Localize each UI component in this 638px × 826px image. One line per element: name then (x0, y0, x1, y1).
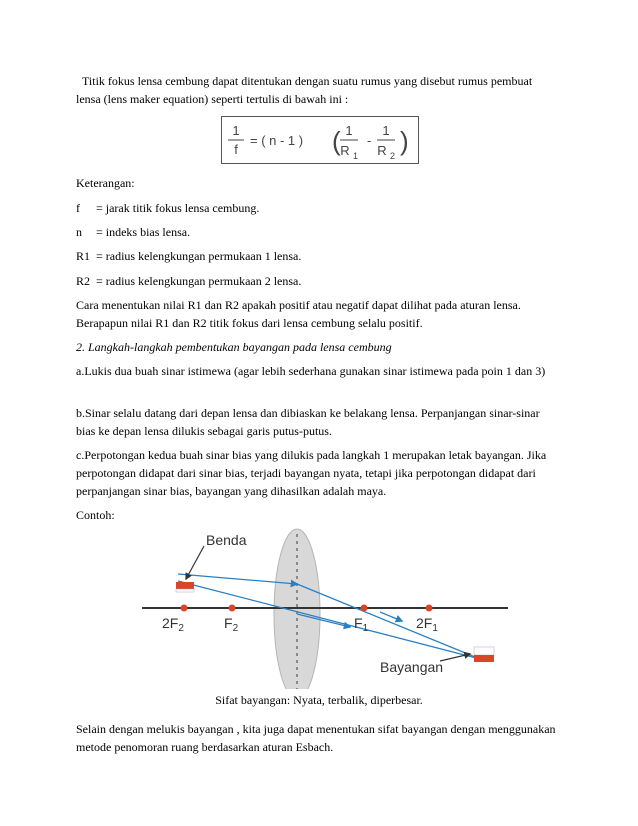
definition-row (76, 199, 556, 217)
formula-lhs-numerator: 1 (232, 123, 240, 138)
formula-minus: - (367, 133, 372, 148)
label-f1: $F_1$ (354, 615, 369, 634)
step-b: b.Sinar selalu datang dari depan lensa dan dibiaskan ke belakang lensa. Perpanjangan sinar-sinar bias ke depan lensa dilukis sebagai garis putus-putus. (76, 406, 540, 438)
step-c: c.Perpotongan kedua buah sinar bias yang dilukis pada langkah 1 merupakan letak bayangan. Jika perpotongan didapat dari sinar bias, terjadi bayangan nyata, tetapi jika perpotongan didapat dari perpanjangan sinar bias, bayangan yang dihasilkan adalah maya. (76, 448, 547, 498)
label-2f2: $2F_2$ (162, 615, 184, 634)
definition-text: = radius kelengkungan permukaan 1 lensa. (96, 249, 302, 263)
point-2f2 (181, 605, 188, 612)
formula-term2-numerator: 1 (382, 123, 390, 138)
label-benda: Benda (206, 532, 247, 548)
formula-term1-sub: 1 (353, 151, 359, 161)
definition-text: = indeks bias lensa. (96, 225, 191, 239)
definition-symbol: R1 (76, 249, 91, 263)
definition-symbol: n (76, 225, 82, 239)
formula-term2-sub: 2 (390, 151, 396, 161)
definition-text: = radius kelengkungan permukaan 2 lensa. (96, 274, 302, 288)
sign-paragraph: Cara menentukan nilai R1 dan R2 apakah positif atau negatif dapat dilihat pada aturan lensa. Berapapun nilai R1 dan R2 titik fokus dari lensa cembung selalu positif. (76, 298, 521, 330)
definition-row (76, 223, 556, 241)
contoh-label: Contoh: (76, 508, 115, 522)
keterangan-label: Keterangan: (76, 176, 135, 190)
definition-symbol: R2 (76, 274, 91, 288)
formula-term2-den: R (377, 143, 387, 158)
formula-open-paren: ( (332, 126, 341, 156)
step-a: a.Lukis dua buah sinar istimewa (agar lebih sederhana gunakan sinar istimewa pada poin 1 dan 3) (76, 364, 546, 378)
object-benda (176, 582, 194, 589)
definition-symbol: f (76, 201, 80, 215)
label-f2: $F_2$ (224, 615, 239, 634)
section-heading: 2. Langkah-langkah pembentukan bayangan pada lensa cembung (76, 340, 392, 354)
point-f2 (229, 605, 236, 612)
image-bayangan (474, 655, 494, 662)
lens-maker-formula (221, 116, 419, 164)
formula-term1-den: R (340, 143, 350, 158)
closing-paragraph: Selain dengan melukis bayangan , kita juga dapat menentukan sifat bayangan dengan menggunakan metode penomoran ruang berdasarkan aturan Esbach. (76, 722, 556, 754)
definition-row (76, 272, 556, 290)
ray-diagram (140, 524, 510, 689)
formula-term1-numerator: 1 (345, 123, 353, 138)
formula-middle: = ( n - 1 ) (250, 133, 304, 148)
object-base (176, 589, 194, 592)
benda-pointer (186, 546, 204, 579)
bayangan-pointer (440, 654, 470, 661)
definition-text: = jarak titik fokus lensa cembung. (96, 201, 260, 215)
image-base (474, 647, 494, 655)
definition-row (76, 247, 556, 265)
intro-paragraph: Titik fokus lensa cembung dapat ditentukan dengan suatu rumus yang disebut rumus pembuat lensa (lens maker equation) seperti tertulis di bawah ini : (76, 74, 533, 106)
point-2f1 (426, 605, 433, 612)
point-f1 (361, 605, 368, 612)
formula-lhs-denominator: f (234, 142, 238, 157)
label-bayangan: Bayangan (380, 659, 444, 675)
label-2f1: $2F_1$ (416, 615, 438, 634)
formula-close-paren: ) (400, 126, 409, 156)
refracted-ray-focus (297, 584, 480, 659)
figure-caption: Sifat bayangan: Nyata, terbalik, diperbesar. (215, 693, 423, 707)
